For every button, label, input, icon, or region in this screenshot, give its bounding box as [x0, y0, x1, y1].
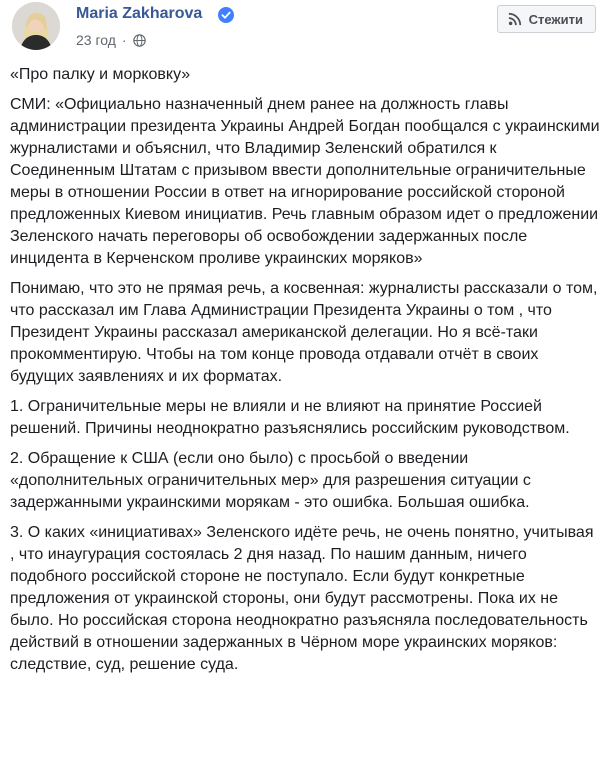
post-body [10, 64, 606, 676]
post-title: «Про палку и морковку» [10, 66, 191, 83]
meta-separator: · [121, 32, 127, 48]
post-paragraph: 2. Обращение к США (если оно было) с просьбой о введении «дополнительных ограничительных мер» для разрешения ситуации с задержанными украинскими морякам - это ошибка. Большая ошибка. [10, 450, 531, 511]
post-paragraph: 1. Ограничительные меры не влияли и не влияют на принятие Россией решений. Причины неоднократно разъяснялись российским руководством. [10, 398, 570, 437]
post-meta [76, 32, 146, 48]
post-timestamp[interactable]: 23 год [76, 32, 116, 48]
post-paragraph: Понимаю, что это не прямая речь, а косвенная: журналисты рассказали о том, что рассказал им Глава Администрации Президента Украины о том , что Президент Украины рассказал американской делегации. Но я всё-таки прокомментирую. Чтобы на том конце провода отдавали отчёт в своих будущих заявлениях и их форматах. [10, 280, 598, 385]
verified-badge-icon [218, 7, 234, 23]
follow-button-label: Стежити [528, 11, 583, 27]
follow-button[interactable] [497, 5, 596, 33]
post-paragraph: 3. О каких «инициативах» Зеленского идёте речь, не очень понятно, учитывая , что инаугурация состоялась 2 дня назад. По нашим данным, ничего подобного российской стороне не поступало. Если будут конкретные предложения от украинской стороны, они будут рассмотрены. Пока их не было. Но российская сторона неоднократно разъясняла последовательность действий в отношении задержанных в Чёрном море украинских моряков: следствие, суд, решение суда. [10, 524, 594, 673]
rss-icon [508, 12, 522, 26]
post-paragraph: СМИ: «Официально назначенный днем ранее на должность главы администрации президента Украины Андрей Богдан пообщался с украинскими журналистами и объяснил, что Владимир Зеленский обратился к Соединенным Штатам с призывом ввести дополнительные ограничительные меры в отношении России в ответ на игнорирование российской стороной предложенных Киевом инициатив. Речь главным образом идет о предложении Зеленского начать переговоры об освобождении задержанных после инцидента в Керченском проливе украинских моряков» [10, 96, 600, 267]
profile-photo [12, 2, 60, 50]
author-name[interactable]: Maria Zakharova [76, 5, 203, 22]
globe-icon[interactable] [133, 34, 146, 47]
author-avatar[interactable] [12, 2, 60, 50]
post-header [10, 0, 606, 64]
